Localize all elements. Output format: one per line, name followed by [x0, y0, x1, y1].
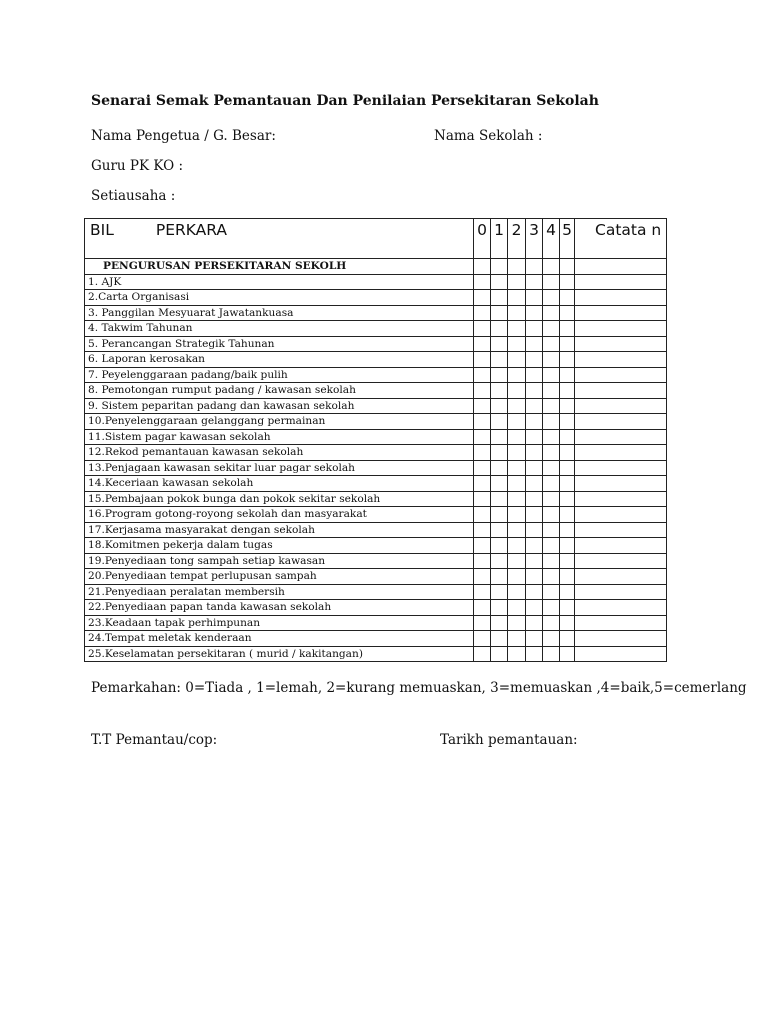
score-cell: [526, 491, 543, 507]
score-cell: [474, 584, 491, 600]
catatan-cell: [575, 414, 667, 430]
checklist-table: [84, 218, 667, 662]
tarikh-pemantauan-label: Tarikh pemantauan:: [440, 732, 578, 748]
score-cell: [474, 274, 491, 290]
score-cell: [543, 522, 560, 538]
item-label: 18.Komitmen pekerja dalam tugas: [85, 538, 474, 554]
score-cell: [526, 367, 543, 383]
score-cell: [543, 476, 560, 492]
score-cell: [560, 460, 575, 476]
item-label: 1. AJK: [85, 274, 474, 290]
score-cell: [491, 445, 508, 461]
table-row: [85, 274, 667, 290]
score-cell: [526, 600, 543, 616]
score-cell: [560, 336, 575, 352]
catatan-cell: [575, 429, 667, 445]
score-cell: [526, 321, 543, 337]
section-row: [85, 259, 667, 275]
score-cell: [560, 398, 575, 414]
score-cell: [474, 259, 491, 275]
score-cell: [560, 290, 575, 306]
document-title: Senarai Semak Pemantauan Dan Penilaian Persekitaran Sekolah: [91, 93, 599, 109]
table-header-row: [85, 219, 667, 259]
score-cell: [491, 538, 508, 554]
item-label: 17.Kerjasama masyarakat dengan sekolah: [85, 522, 474, 538]
catatan-cell: [575, 460, 667, 476]
header-score-3: 3: [526, 219, 543, 259]
item-label: 11.Sistem pagar kawasan sekolah: [85, 429, 474, 445]
score-cell: [526, 336, 543, 352]
catatan-cell: [575, 584, 667, 600]
header-score-1: 1: [491, 219, 508, 259]
section-title: PENGURUSAN PERSEKITARAN SEKOLH: [85, 259, 474, 275]
score-cell: [474, 538, 491, 554]
catatan-cell: [575, 631, 667, 647]
score-cell: [508, 538, 526, 554]
score-cell: [491, 398, 508, 414]
score-cell: [526, 476, 543, 492]
score-cell: [508, 383, 526, 399]
score-cell: [474, 522, 491, 538]
header-bil: BIL: [90, 221, 114, 239]
score-cell: [526, 631, 543, 647]
score-cell: [474, 383, 491, 399]
catatan-cell: [575, 646, 667, 662]
table-row: [85, 321, 667, 337]
score-cell: [491, 522, 508, 538]
table-row: [85, 491, 667, 507]
score-cell: [543, 290, 560, 306]
item-label: 21.Penyediaan peralatan membersih: [85, 584, 474, 600]
score-cell: [474, 414, 491, 430]
catatan-cell: [575, 383, 667, 399]
table-row: [85, 476, 667, 492]
item-label: 24.Tempat meletak kenderaan: [85, 631, 474, 647]
item-label: 9. Sistem peparitan padang dan kawasan sekolah: [85, 398, 474, 414]
catatan-cell: [575, 522, 667, 538]
score-cell: [560, 584, 575, 600]
score-cell: [526, 522, 543, 538]
score-cell: [543, 414, 560, 430]
score-cell: [491, 414, 508, 430]
score-cell: [543, 460, 560, 476]
table-row: [85, 414, 667, 430]
score-cell: [474, 367, 491, 383]
score-cell: [474, 429, 491, 445]
score-cell: [491, 336, 508, 352]
score-cell: [543, 445, 560, 461]
score-cell: [508, 336, 526, 352]
score-cell: [543, 367, 560, 383]
table-row: [85, 290, 667, 306]
catatan-cell: [575, 538, 667, 554]
guru-pk-ko-label: Guru PK KO :: [91, 158, 184, 174]
score-cell: [474, 352, 491, 368]
score-cell: [526, 445, 543, 461]
catatan-cell: [575, 476, 667, 492]
catatan-cell: [575, 259, 667, 275]
catatan-cell: [575, 507, 667, 523]
item-label: 25.Keselamatan persekitaran ( murid / kakitangan): [85, 646, 474, 662]
score-cell: [543, 646, 560, 662]
scoring-legend: Pemarkahan: 0=Tiada , 1=lemah, 2=kurang memuaskan, 3=memuaskan ,4=baik,5=cemerlang: [91, 680, 747, 696]
item-label: 12.Rekod pemantauan kawasan sekolah: [85, 445, 474, 461]
header-bil-perkara: [85, 219, 474, 259]
score-cell: [543, 352, 560, 368]
score-cell: [508, 631, 526, 647]
catatan-cell: [575, 305, 667, 321]
table-row: [85, 352, 667, 368]
item-label: 3. Panggilan Mesyuarat Jawatankuasa: [85, 305, 474, 321]
score-cell: [560, 569, 575, 585]
score-cell: [543, 321, 560, 337]
score-cell: [526, 553, 543, 569]
score-cell: [560, 305, 575, 321]
score-cell: [526, 414, 543, 430]
item-label: 8. Pemotongan rumput padang / kawasan sekolah: [85, 383, 474, 399]
score-cell: [474, 615, 491, 631]
score-cell: [474, 321, 491, 337]
score-cell: [491, 259, 508, 275]
score-cell: [508, 414, 526, 430]
score-cell: [474, 476, 491, 492]
score-cell: [560, 429, 575, 445]
score-cell: [474, 553, 491, 569]
score-cell: [560, 383, 575, 399]
item-label: 7. Peyelenggaraan padang/baik pulih: [85, 367, 474, 383]
score-cell: [526, 383, 543, 399]
score-cell: [508, 429, 526, 445]
score-cell: [491, 460, 508, 476]
score-cell: [508, 321, 526, 337]
score-cell: [508, 584, 526, 600]
score-cell: [508, 445, 526, 461]
score-cell: [491, 383, 508, 399]
score-cell: [508, 553, 526, 569]
score-cell: [560, 538, 575, 554]
score-cell: [526, 352, 543, 368]
score-cell: [526, 259, 543, 275]
score-cell: [526, 538, 543, 554]
score-cell: [526, 615, 543, 631]
item-label: 19.Penyediaan tong sampah setiap kawasan: [85, 553, 474, 569]
score-cell: [543, 305, 560, 321]
score-cell: [526, 429, 543, 445]
header-score-4: 4: [543, 219, 560, 259]
score-cell: [526, 507, 543, 523]
score-cell: [560, 321, 575, 337]
score-cell: [560, 646, 575, 662]
score-cell: [543, 507, 560, 523]
score-cell: [474, 569, 491, 585]
score-cell: [491, 600, 508, 616]
table-row: [85, 445, 667, 461]
table-row: [85, 553, 667, 569]
catatan-cell: [575, 569, 667, 585]
header-score-0: 0: [474, 219, 491, 259]
score-cell: [508, 367, 526, 383]
item-label: 6. Laporan kerosakan: [85, 352, 474, 368]
score-cell: [474, 460, 491, 476]
table-row: [85, 600, 667, 616]
score-cell: [526, 274, 543, 290]
score-cell: [508, 615, 526, 631]
score-cell: [474, 646, 491, 662]
item-label: 10.Penyelenggaraan gelanggang permainan: [85, 414, 474, 430]
table-row: [85, 584, 667, 600]
score-cell: [543, 274, 560, 290]
table-row: [85, 646, 667, 662]
score-cell: [474, 305, 491, 321]
catatan-cell: [575, 615, 667, 631]
score-cell: [560, 491, 575, 507]
score-cell: [508, 600, 526, 616]
catatan-cell: [575, 367, 667, 383]
score-cell: [543, 615, 560, 631]
score-cell: [474, 398, 491, 414]
score-cell: [508, 476, 526, 492]
score-cell: [526, 569, 543, 585]
score-cell: [491, 352, 508, 368]
score-cell: [508, 460, 526, 476]
header-catatan: Catata n: [575, 219, 667, 259]
score-cell: [491, 507, 508, 523]
score-cell: [508, 398, 526, 414]
score-cell: [526, 398, 543, 414]
score-cell: [543, 336, 560, 352]
score-cell: [491, 367, 508, 383]
score-cell: [560, 367, 575, 383]
score-cell: [560, 259, 575, 275]
score-cell: [474, 600, 491, 616]
header-score-2: 2: [508, 219, 526, 259]
score-cell: [491, 290, 508, 306]
score-cell: [491, 631, 508, 647]
score-cell: [474, 445, 491, 461]
score-cell: [491, 429, 508, 445]
setiausaha-label: Setiausaha :: [91, 188, 176, 204]
table-row: [85, 305, 667, 321]
score-cell: [526, 584, 543, 600]
score-cell: [474, 491, 491, 507]
catatan-cell: [575, 553, 667, 569]
score-cell: [491, 305, 508, 321]
score-cell: [491, 476, 508, 492]
score-cell: [543, 491, 560, 507]
score-cell: [543, 600, 560, 616]
table-row: [85, 398, 667, 414]
item-label: 4. Takwim Tahunan: [85, 321, 474, 337]
score-cell: [491, 553, 508, 569]
table-row: [85, 429, 667, 445]
table-row: [85, 569, 667, 585]
score-cell: [508, 305, 526, 321]
table-row: [85, 631, 667, 647]
table-row: [85, 522, 667, 538]
item-label: 14.Keceriaan kawasan sekolah: [85, 476, 474, 492]
score-cell: [526, 646, 543, 662]
score-cell: [560, 553, 575, 569]
table-row: [85, 538, 667, 554]
score-cell: [508, 290, 526, 306]
score-cell: [560, 445, 575, 461]
table-row: [85, 367, 667, 383]
item-label: 16.Program gotong-royong sekolah dan masyarakat: [85, 507, 474, 523]
score-cell: [508, 259, 526, 275]
nama-sekolah-label: Nama Sekolah :: [434, 128, 543, 144]
table-row: [85, 507, 667, 523]
header-perkara: PERKARA: [155, 221, 227, 239]
score-cell: [560, 615, 575, 631]
score-cell: [508, 491, 526, 507]
catatan-cell: [575, 336, 667, 352]
catatan-cell: [575, 491, 667, 507]
score-cell: [491, 274, 508, 290]
score-cell: [560, 522, 575, 538]
score-cell: [543, 584, 560, 600]
score-cell: [508, 646, 526, 662]
nama-pengetua-label: Nama Pengetua / G. Besar:: [91, 128, 276, 144]
score-cell: [560, 631, 575, 647]
table-row: [85, 460, 667, 476]
score-cell: [491, 569, 508, 585]
header-score-5: 5: [560, 219, 575, 259]
score-cell: [474, 290, 491, 306]
score-cell: [508, 569, 526, 585]
item-label: 22.Penyediaan papan tanda kawasan sekolah: [85, 600, 474, 616]
item-label: 23.Keadaan tapak perhimpunan: [85, 615, 474, 631]
score-cell: [508, 507, 526, 523]
table-row: [85, 615, 667, 631]
score-cell: [491, 491, 508, 507]
score-cell: [491, 615, 508, 631]
score-cell: [491, 584, 508, 600]
score-cell: [474, 507, 491, 523]
catatan-cell: [575, 600, 667, 616]
score-cell: [560, 507, 575, 523]
score-cell: [474, 631, 491, 647]
score-cell: [543, 398, 560, 414]
score-cell: [543, 553, 560, 569]
item-label: 2.Carta Organisasi: [85, 290, 474, 306]
score-cell: [526, 290, 543, 306]
score-cell: [560, 476, 575, 492]
score-cell: [543, 631, 560, 647]
catatan-cell: [575, 445, 667, 461]
score-cell: [491, 321, 508, 337]
score-cell: [543, 429, 560, 445]
checklist-body: [85, 259, 667, 662]
score-cell: [543, 259, 560, 275]
score-cell: [543, 383, 560, 399]
catatan-cell: [575, 274, 667, 290]
score-cell: [508, 274, 526, 290]
score-cell: [508, 352, 526, 368]
score-cell: [560, 600, 575, 616]
item-label: 5. Perancangan Strategik Tahunan: [85, 336, 474, 352]
table-row: [85, 383, 667, 399]
catatan-cell: [575, 398, 667, 414]
item-label: 15.Pembajaan pokok bunga dan pokok sekitar sekolah: [85, 491, 474, 507]
score-cell: [526, 460, 543, 476]
score-cell: [526, 305, 543, 321]
catatan-cell: [575, 290, 667, 306]
item-label: 13.Penjagaan kawasan sekitar luar pagar sekolah: [85, 460, 474, 476]
table-row: [85, 336, 667, 352]
score-cell: [560, 274, 575, 290]
score-cell: [491, 646, 508, 662]
score-cell: [543, 569, 560, 585]
item-label: 20.Penyediaan tempat perlupusan sampah: [85, 569, 474, 585]
tt-pemantau-label: T.T Pemantau/cop:: [91, 732, 218, 748]
catatan-cell: [575, 321, 667, 337]
score-cell: [560, 414, 575, 430]
score-cell: [474, 336, 491, 352]
score-cell: [560, 352, 575, 368]
catatan-cell: [575, 352, 667, 368]
score-cell: [508, 522, 526, 538]
score-cell: [543, 538, 560, 554]
